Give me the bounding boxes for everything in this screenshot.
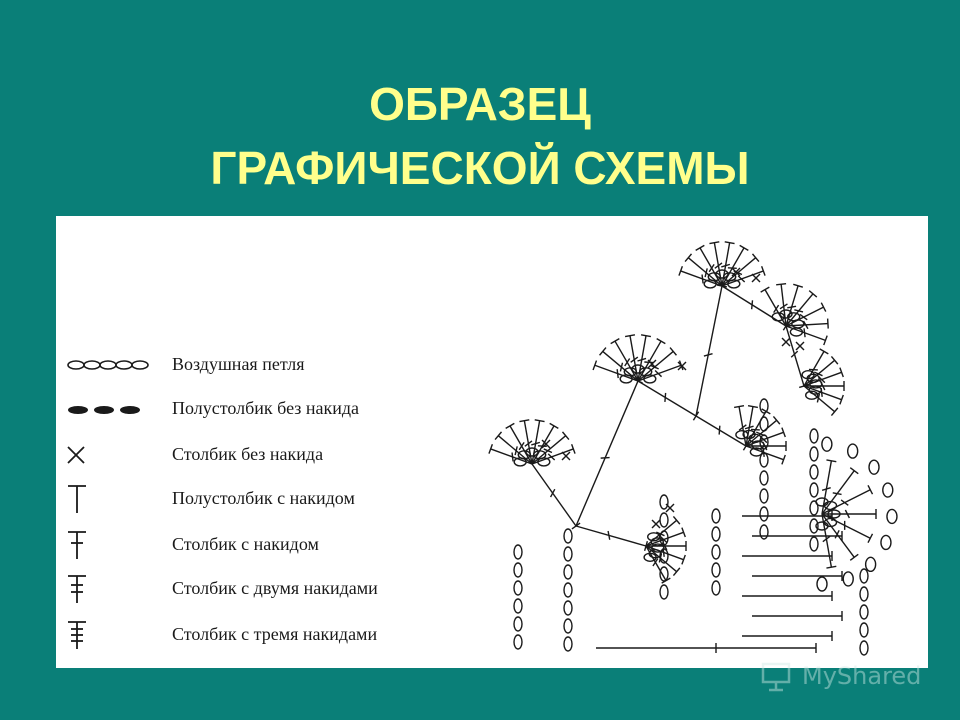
single-crochet-mark bbox=[752, 274, 760, 282]
stitch-symbol bbox=[637, 335, 650, 381]
chain-loop bbox=[514, 563, 522, 577]
chain-loop bbox=[860, 605, 868, 619]
stitch-symbol bbox=[742, 591, 832, 601]
chain-loop bbox=[564, 547, 572, 561]
chain-loop bbox=[564, 565, 572, 579]
chain-loop bbox=[514, 617, 522, 631]
legend-label: Столбик с тремя накидами bbox=[172, 624, 378, 644]
chain-loop bbox=[760, 471, 768, 485]
chain-loop bbox=[514, 599, 522, 613]
crochet-pattern-diagram bbox=[456, 216, 928, 668]
stitch-symbol bbox=[822, 514, 858, 560]
stitch-symbol bbox=[752, 531, 842, 541]
chain-loop bbox=[564, 583, 572, 597]
pattern-panel bbox=[56, 216, 928, 668]
chain-loop bbox=[660, 585, 668, 599]
chain-stitch-icon bbox=[64, 348, 154, 382]
chain-loop bbox=[514, 581, 522, 595]
legend-item-double bbox=[56, 528, 476, 562]
legend-item-single-crochet bbox=[56, 438, 476, 472]
chain-loop bbox=[564, 601, 572, 615]
stitch-symbol bbox=[638, 381, 699, 420]
legend-item-chain bbox=[56, 348, 476, 382]
chain-loop bbox=[810, 447, 818, 461]
title-line-2: ГРАФИЧЕСКОЙ СХЕМЫ bbox=[210, 142, 750, 194]
chain-loop bbox=[843, 572, 853, 586]
single-crochet-mark bbox=[652, 520, 660, 528]
chain-loop bbox=[660, 567, 668, 581]
double-crochet-icon bbox=[64, 528, 154, 562]
chain-loop bbox=[514, 545, 522, 559]
treble-crochet-icon bbox=[64, 572, 154, 606]
slip-stitch-icon bbox=[64, 392, 154, 426]
stitch-symbol bbox=[596, 643, 716, 653]
chain-loop bbox=[860, 569, 868, 583]
stitch-symbol bbox=[696, 285, 727, 416]
chain-loop bbox=[564, 637, 572, 651]
chain-loop bbox=[860, 623, 868, 637]
chain-loop bbox=[712, 545, 720, 559]
chain-loop bbox=[887, 509, 897, 523]
chain-loop bbox=[712, 563, 720, 577]
legend-item-double-treble bbox=[56, 618, 476, 652]
chain-loop bbox=[860, 587, 868, 601]
stitch-symbol bbox=[822, 468, 858, 514]
chain-loop bbox=[760, 525, 768, 539]
chain-loop bbox=[817, 577, 827, 591]
chain-loop bbox=[848, 444, 858, 458]
title-line-1: ОБРАЗЕЦ bbox=[369, 78, 591, 130]
single-crochet-mark bbox=[562, 452, 570, 460]
stitch-symbol bbox=[576, 379, 643, 526]
legend-item-treble bbox=[56, 572, 476, 606]
chain-loop bbox=[760, 507, 768, 521]
half-double-crochet-icon bbox=[64, 482, 154, 516]
chain-loop bbox=[869, 460, 879, 474]
legend-label: Полустолбик без накида bbox=[172, 398, 360, 418]
legend-item-slip-stitch bbox=[56, 392, 476, 426]
watermark-text: MyShared bbox=[802, 662, 922, 690]
legend-label: Столбик с двумя накидами bbox=[172, 578, 378, 598]
stitch-symbol bbox=[742, 511, 832, 521]
legend-label: Воздушная петля bbox=[172, 354, 305, 374]
chain-loop bbox=[810, 519, 818, 533]
legend-label: Столбик с накидом bbox=[172, 534, 319, 554]
single-crochet-mark bbox=[796, 342, 804, 350]
stitch-symbol bbox=[742, 631, 832, 641]
single-crochet-mark bbox=[782, 338, 790, 346]
legend-label: Столбик без накида bbox=[172, 444, 324, 464]
slide-title bbox=[0, 72, 960, 200]
stitch-symbol bbox=[716, 643, 816, 653]
chain-loop bbox=[822, 437, 832, 451]
chain-loop bbox=[660, 513, 668, 527]
chain-loop bbox=[810, 465, 818, 479]
chain-loop bbox=[660, 495, 668, 509]
stitch-symbol bbox=[752, 571, 842, 581]
double-treble-crochet-icon bbox=[64, 618, 154, 652]
chain-loop bbox=[866, 557, 876, 571]
chain-loop bbox=[564, 619, 572, 633]
chain-loop bbox=[810, 429, 818, 443]
stitch-symbol bbox=[722, 286, 789, 330]
chain-loop bbox=[883, 483, 893, 497]
chain-loop bbox=[712, 527, 720, 541]
stitch-symbol bbox=[696, 416, 749, 450]
stitch-symbol bbox=[576, 526, 647, 551]
chain-loop bbox=[514, 635, 522, 649]
single-crochet-mark bbox=[648, 360, 656, 368]
chain-loop bbox=[810, 483, 818, 497]
stitch-symbol bbox=[532, 464, 580, 529]
chain-loop bbox=[712, 581, 720, 595]
chain-loop bbox=[760, 489, 768, 503]
chain-loop bbox=[564, 529, 572, 543]
legend-item-half-double bbox=[56, 482, 476, 516]
single-crochet-icon bbox=[64, 438, 154, 472]
chain-loop bbox=[881, 535, 891, 549]
stitch-symbol bbox=[745, 406, 758, 446]
chain-loop bbox=[712, 509, 720, 523]
presentation-board-icon bbox=[758, 658, 794, 694]
watermark bbox=[758, 656, 938, 696]
stitch-symbol bbox=[752, 611, 842, 621]
legend-label: Полустолбик с накидом bbox=[172, 488, 355, 508]
chain-loop bbox=[810, 537, 818, 551]
stitch-symbol bbox=[742, 551, 832, 561]
chain-loop bbox=[760, 417, 768, 431]
chain-loop bbox=[736, 431, 748, 439]
chain-loop bbox=[860, 641, 868, 655]
